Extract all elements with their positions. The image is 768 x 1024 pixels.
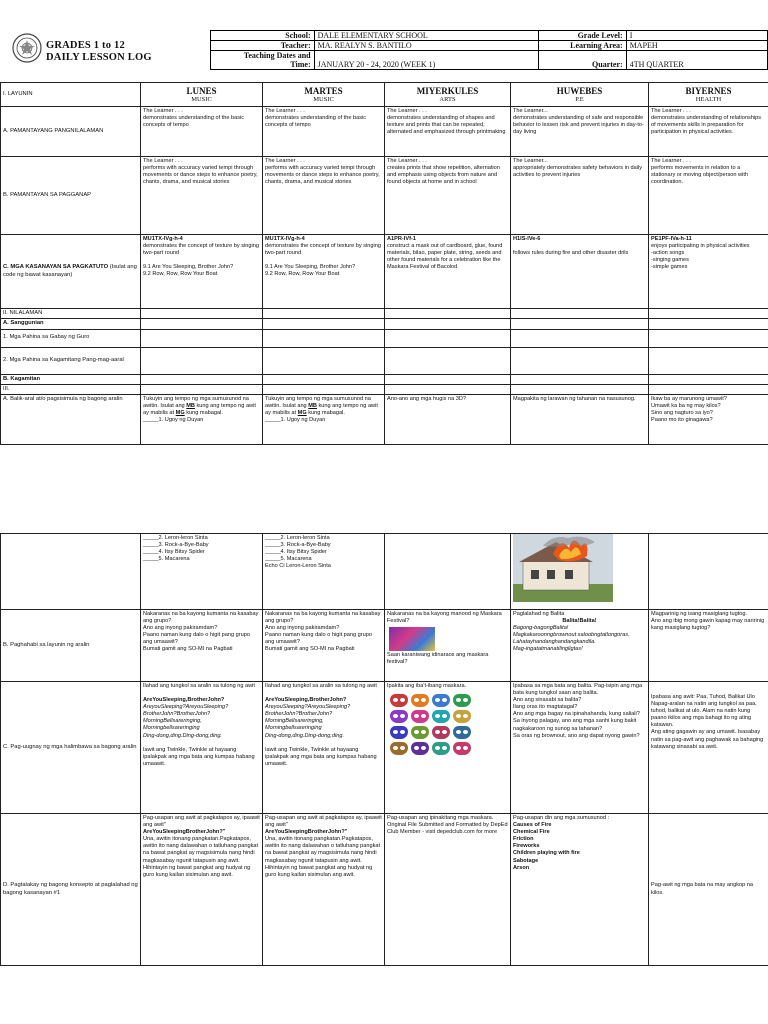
empty-cell bbox=[263, 319, 385, 329]
pag-uugnay-row bbox=[1, 682, 768, 814]
school-value: DALE ELEMENTARY SCHOOL bbox=[314, 31, 538, 41]
balik-aral-lunes bbox=[141, 395, 263, 445]
mg-code: MG bbox=[175, 410, 185, 417]
competency-text: follows rules during fire and other disaster drils bbox=[513, 250, 629, 257]
balik-aral-continued-row bbox=[1, 534, 768, 610]
row-label: D. Pagtalakay ng bagong konsepto at paglalahad ng bagong kasanayan #1 bbox=[1, 814, 141, 966]
song-title: AreYouSleeping,BrotherJohn? bbox=[265, 697, 347, 704]
intro-text: Ilahad ang tungkol sa aralin sa tulong ng awit bbox=[265, 683, 377, 689]
mask-icon bbox=[411, 710, 429, 723]
balik-text: kung ang tempo ng awit ay mabilis at bbox=[265, 403, 378, 417]
day-martes bbox=[263, 83, 385, 107]
pagtalakay-miyerkules: Pag-usapan ang ipinakitang mga maskara. Original File Submitted and Formatted by DepEd Club Member - visit depedclub.com for more bbox=[385, 814, 511, 966]
day-miyerkules bbox=[385, 83, 511, 107]
pag-uugnay-miyerkules bbox=[385, 682, 511, 814]
mg-code: MG bbox=[297, 410, 307, 417]
balik-text: kung mabagal. bbox=[306, 410, 345, 417]
cell-text: The Learner . . . demonstrates understanding of the basic concepts of tempo bbox=[141, 107, 263, 157]
kagamitang-row bbox=[1, 347, 768, 374]
empty-cell bbox=[141, 319, 263, 329]
mask-icon bbox=[390, 694, 408, 707]
row-label: III. bbox=[1, 384, 141, 394]
paghahabi-martes: Nakaranas na ba kayong kumanta na kasabay ang grupo? Ano ang inyong pakiramdam? Paano naman kung dalo o higit pang grupo ang umaawit? Bumati gamit ang SO-MI na Pagbati bbox=[263, 610, 385, 682]
pag-uugnay-martes bbox=[263, 682, 385, 814]
empty-cell bbox=[1, 534, 141, 610]
mask-icon bbox=[432, 742, 450, 755]
empty-cell bbox=[263, 347, 385, 374]
mask-icon bbox=[411, 726, 429, 739]
mask-icon bbox=[390, 726, 408, 739]
paghahabi-lunes: Nakaranas na ba kayong kumanta na kasabay ang grupo? Ano ang inyong pakiramdam? Paano naman kung dalo o higit pang grupo ang umaawit? Bumati gamit ang SO-MI na Pagbati bbox=[141, 610, 263, 682]
outro-text: Iawit ang Twinkle, Twinkle at hayaang ipalakpak ang mga bata ang kumpas habang umaawit. bbox=[143, 746, 255, 767]
cell-text: The Learner . . . creates prints that show repetition, alternation and emphasis using objects from nature and found objects at home and in school bbox=[385, 157, 511, 235]
cell-text: The Learner . . . performs movements in relation to a stationary or moving object/person with coordination. bbox=[649, 157, 768, 235]
row-label: A. Balik-aral at/o pagsisimula ng bagong aralin bbox=[1, 395, 141, 445]
competency-code: PE1PF-IVa-h-11 bbox=[651, 236, 692, 242]
competency-code: A1PR-IVf-1 bbox=[387, 236, 416, 242]
cell-text: The Learner . . . demonstrates understanding of relationships of movements skills in preparation for participation in physical activities. bbox=[649, 107, 768, 157]
empty-cell bbox=[649, 347, 768, 374]
day-name: BIYERNES bbox=[685, 86, 732, 96]
empty-cell bbox=[511, 384, 649, 394]
paghahabi-biyernes: Magparinig ng isang masiglang tugtog. Ano ang ibig mong gawin kapag may naririnig kang masiglang tugtog? bbox=[649, 610, 768, 682]
maskara-festival-image bbox=[389, 627, 435, 651]
pag-uugnay-biyernes: Ipabasa ang awit: Paa, Tuhod, Balikat Ulo Napag-aralan na natin ang tungkol sa paa, tuhod, balikat at ulo. Alam na natin kung paano ikilos ang mga bahagi ito ng ating katawan. Ang ating gagawin ay ang umawit. Isasabay natin sa pag-awit ang paghawak sa bahaging katawang sinasabi sa awit. bbox=[649, 682, 768, 814]
learning-area-value: MAPEH bbox=[626, 41, 767, 51]
empty-cell bbox=[263, 329, 385, 347]
competency-code: H1IS-IVe-6 bbox=[513, 236, 541, 242]
row-label: 1. Mga Pahina sa Gabay ng Guro bbox=[1, 329, 141, 347]
balik-text: kung mabagal. bbox=[184, 410, 223, 417]
empty-cell bbox=[141, 309, 263, 319]
paghahabi-row bbox=[1, 610, 768, 682]
balita-heading: Paglalahad ng Balita bbox=[513, 611, 565, 617]
fire-cause-item: Chemical Fire bbox=[513, 829, 550, 836]
quarter-label: Quarter: bbox=[539, 51, 627, 70]
paghahabi-huwebes bbox=[511, 610, 649, 682]
balita-text: Bagong-bagongBalita! Magkakaroonngbrownout saloobngtatlongoras. Lahatayhandanghandangkandila. Mag-ingatatmanatilingligtas! bbox=[513, 625, 630, 653]
outro-text: Iawit ang Twinkle, Twinkle at hayaang ipalakpak ang mga bata ang kumpas habang umaawit. bbox=[265, 746, 377, 767]
balita-title: Balita!Balita! bbox=[562, 618, 597, 625]
competency-text: enjoys participating in physical activities -action songs -singing games -simple games bbox=[651, 243, 750, 271]
empty-cell bbox=[385, 347, 511, 374]
document-title bbox=[46, 40, 152, 64]
kasanayan-cell bbox=[511, 235, 649, 309]
learning-area-label: Learning Area: bbox=[539, 41, 627, 51]
pagtalakay-huwebes bbox=[511, 814, 649, 966]
row-label: B. PAMANTAYAN SA PAGGANAP bbox=[1, 157, 141, 235]
teaching-dates-value: JANUARY 20 - 24, 2020 (WEEK 1) bbox=[314, 51, 538, 70]
kasanayan-cell bbox=[649, 235, 768, 309]
balik-text: Tukuyin ang tempo ng mga sumusunod na awitin. Isulat ang bbox=[265, 396, 371, 410]
kasanayan-cell bbox=[385, 235, 511, 309]
empty-cell bbox=[649, 534, 768, 610]
teaching-dates-label-1: Teaching Dates and bbox=[243, 51, 311, 60]
fire-cause-item: Fireworks bbox=[513, 843, 540, 850]
pag-uugnay-huwebes: Ipabasa sa mga bata ang balita. Pag-isipin ang mga bata kung tungkol saan ang balita. Ano ang sinasabi sa balita? Ilang oras ito magtatagal? Ano ang mga bagay na ipinahahanda, kung saliali? Sa inyong palagay, ano ang mga sanhi kung bakit nagkakaroon ng sunog sa tahanan? Sa oras ng brownout, ano ang dapat nyong gawin? bbox=[511, 682, 649, 814]
kasanayan-row bbox=[1, 235, 768, 309]
deped-seal-icon bbox=[12, 33, 42, 63]
empty-cell bbox=[649, 384, 768, 394]
balik-aral-row bbox=[1, 395, 768, 445]
sanggunian-row bbox=[1, 319, 768, 329]
day-name: MARTES bbox=[304, 86, 343, 96]
cell-text: The Learner... appropriately demonstrates safety behaviors in daily activities to prevent injuries bbox=[511, 157, 649, 235]
burning-house-image bbox=[513, 534, 613, 602]
fire-cause-item: Causes of Fire bbox=[513, 822, 552, 829]
title-line-2: DAILY LESSON LOG bbox=[46, 52, 152, 63]
school-info-table bbox=[210, 30, 768, 70]
mask-icon bbox=[453, 726, 471, 739]
day-header-row bbox=[1, 83, 768, 107]
cell-text: The Learner... demonstrates understanding of safe and responsible behavior to lessen risk and prevent injuries in day-to-day living bbox=[511, 107, 649, 157]
balik-aral-biyernes: Ikaw ba ay marunong umawit? Umawit ka ba ng may kilos? Sino ang nagturo sa iyo? Paano mo ito ginagawa? bbox=[649, 395, 768, 445]
row-label: II. NILALAMAN bbox=[1, 309, 141, 319]
pagtalakay-biyernes: Pag-awit ng mga bata na may angkop na kilos. bbox=[649, 814, 768, 966]
song-lyrics: AreyouSleeping?AreyouSleeping? BrotherJohn?BrotherJohn? MorningBellsareringing, Morningbellsareringing Ding-dong,ding.Ding-dong,ding. bbox=[143, 704, 229, 739]
row-label: B. Paghahabi sa layunin ng aralin bbox=[1, 610, 141, 682]
mb-code: MB bbox=[308, 403, 317, 410]
mask-instruction: Ipakita ang iba't-ibang maskara. bbox=[387, 683, 467, 689]
mask-icon bbox=[411, 694, 429, 707]
discussion-instructions: Una, awitin itonang pangkatan.Pagkatapos, awitin ito nang dalawahan o tatluhang pangkat na bawat pangkat ay magsisimula nang hindi magkasabay ngunit tatapusin ang awit. Hihintayin ng bawat pangkat ang hudyat ng guro kung kailan sisimulan ang awit. bbox=[265, 836, 381, 878]
row-label: C. Pag-uugnay ng mga halimbawa sa bagong aralin bbox=[1, 682, 141, 814]
mask-gallery bbox=[390, 694, 508, 755]
day-subject: MUSIC bbox=[313, 96, 334, 103]
layunin-label: I. LAYUNIN bbox=[1, 83, 141, 107]
day-subject: MUSIC bbox=[191, 96, 212, 103]
discussion-instructions: Una, awitin itonang pangkatan.Pagkatapos, awitin ito nang dalawahan o tatluhang pangkat na bawat pangkat ay magsisimula nang hindi magkasabay ngunit tatapusin ang awit. Hihintayin ng bawat pangkat ang hudyat ng guro kung kailan sisimulan ang awit. bbox=[143, 836, 259, 878]
nilalaman-row bbox=[1, 309, 768, 319]
cell-text: The Learner . . . performs with accuracy varied tempi through movements or dance steps to enhance poetry, chants, drama, and musical stories bbox=[263, 157, 385, 235]
day-name: LUNES bbox=[186, 86, 217, 96]
paghahabi-question-2: Saan karaniwang idinaraos ang maskara festival? bbox=[387, 652, 489, 666]
paghahabi-question: Nakaranas na ba kayong manood ng Maskara Festival? bbox=[387, 611, 502, 625]
pamantayan-sa-pagganap-row bbox=[1, 157, 768, 235]
day-huwebes bbox=[511, 83, 649, 107]
grade-level-value: I bbox=[626, 31, 767, 41]
discussion-song: AreYouSleepingBrotherJohn?" bbox=[143, 829, 226, 836]
day-subject: HEALTH bbox=[695, 96, 722, 103]
pagtalakay-row bbox=[1, 814, 768, 966]
row-label: B. Kagamitan bbox=[1, 374, 141, 384]
competency-code: MU1TX-IVg-h-4 bbox=[265, 236, 305, 242]
song-title: AreYouSleeping,BrotherJohn? bbox=[143, 697, 225, 704]
song-lyrics: AreyouSleeping?AreyouSleeping? BrotherJohn?BrotherJohn? MorningBellsareringing, Morningbellsareringing Ding-dong,ding.Ding-dong,ding. bbox=[265, 704, 351, 739]
kasanayan-cell bbox=[141, 235, 263, 309]
pag-uugnay-lunes bbox=[141, 682, 263, 814]
empty-cell bbox=[511, 347, 649, 374]
empty-cell bbox=[649, 329, 768, 347]
day-biyernes bbox=[649, 83, 768, 107]
cell-text: The Learner . . . performs with accuracy varied tempi through movements or dance steps to enhance poetry, chants, drama, and musical stories bbox=[141, 157, 263, 235]
empty-cell bbox=[385, 329, 511, 347]
day-subject: P.E bbox=[575, 96, 584, 103]
discussion-song: AreYouSleepingBrotherJohn?" bbox=[265, 829, 348, 836]
day-name: MIYERKULES bbox=[416, 86, 479, 96]
mask-icon bbox=[453, 710, 471, 723]
empty-cell bbox=[141, 374, 263, 384]
gabay-row bbox=[1, 329, 768, 347]
cell-text: The Learner . . . demonstrates understanding of shapes and texture and prints that can be repeated, alternated and emphasized through printmaking bbox=[385, 107, 511, 157]
competency-text: demonstrates the concept of texture by singing two-part round 9.1 Are You Sleeping, Brother John? 9.2 Row, Row, Row Your Boat bbox=[265, 243, 381, 278]
empty-cell bbox=[263, 374, 385, 384]
empty-cell bbox=[385, 374, 511, 384]
empty-cell bbox=[649, 374, 768, 384]
pagtalakay-lunes bbox=[141, 814, 263, 966]
empty-cell bbox=[511, 309, 649, 319]
teaching-dates-label-2: Time: bbox=[290, 60, 311, 69]
mask-icon bbox=[390, 710, 408, 723]
row-label-rest: (Isulat ang code ng bawat kasanayan) bbox=[3, 264, 137, 278]
song-item: _____1. Ugoy ng Duyan bbox=[143, 417, 204, 424]
fire-cause-item: Arson bbox=[513, 864, 530, 871]
empty-cell bbox=[385, 384, 511, 394]
intro-text: Ilahad ang tungkol sa aralin sa tulong ng awit bbox=[143, 683, 255, 689]
mask-icon bbox=[411, 742, 429, 755]
teaching-dates-label bbox=[211, 51, 315, 70]
discussion-text: Pag-usapan ang awit at pagkatapos ay, ipaawit ang awit" bbox=[265, 815, 382, 829]
pagtalakay-martes bbox=[263, 814, 385, 966]
competency-text: construct a mask out of cardboard, glue, found materials, bilao, paper plate, string, seeds and other found materials for a celebration like the Maskara Festival of Bacolod bbox=[387, 243, 503, 271]
empty-cell bbox=[385, 309, 511, 319]
day-lunes bbox=[141, 83, 263, 107]
empty-cell bbox=[385, 534, 511, 610]
empty-cell bbox=[511, 374, 649, 384]
fire-cause-item: Sabotage bbox=[513, 857, 539, 864]
lesson-log-header bbox=[0, 0, 768, 80]
empty-cell bbox=[263, 384, 385, 394]
competency-text: demonstrates the concept of texture by singing two-part round 9.1 Are You Sleeping, Brother John? 9.2 Row, Row, Row Your Boat bbox=[143, 243, 259, 278]
empty-cell bbox=[141, 384, 263, 394]
school-label: School: bbox=[211, 31, 315, 41]
song-list-lunes: _____2. Leron-leron Sinta _____3. Rock-a-Bye-Baby _____4. Itsy Bitsy Spider _____5. Macarena bbox=[141, 534, 263, 610]
empty-cell bbox=[511, 329, 649, 347]
teacher-label: Teacher: bbox=[211, 41, 315, 51]
quarter-value: 4TH QUARTER bbox=[626, 51, 767, 70]
cell-text: The Learner . . . demonstrates understanding of the basic concepts of tempo bbox=[263, 107, 385, 157]
kasanayan-cell bbox=[263, 235, 385, 309]
song-list-martes: _____2. Leron-leron Sinta _____3. Rock-a-Bye-Baby _____4. Itsy Bitsy Spider _____5. Macarena Echo Ci Leron-Leron Sinta bbox=[263, 534, 385, 610]
kagamitan-row bbox=[1, 374, 768, 384]
mask-icon bbox=[432, 694, 450, 707]
teacher-value: MA. REALYN S. BANTILO bbox=[314, 41, 538, 51]
mask-icon bbox=[453, 742, 471, 755]
fire-cause-item: Children playing with fire bbox=[513, 850, 580, 857]
empty-cell bbox=[385, 319, 511, 329]
row-label: A. Sanggunian bbox=[1, 319, 141, 329]
grade-level-label: Grade Level: bbox=[539, 31, 627, 41]
fire-causes-intro: Pag-usapan din ang mga sumusunod : bbox=[513, 815, 610, 821]
mask-icon bbox=[453, 694, 471, 707]
empty-cell bbox=[511, 319, 649, 329]
pamantayang-pangnilalaman-row bbox=[1, 107, 768, 157]
row-label bbox=[1, 235, 141, 309]
row-label-main: C. MGA KASANAYAN SA PAGKATUTO bbox=[3, 264, 109, 271]
lesson-table-page-1 bbox=[0, 82, 768, 445]
mask-icon bbox=[432, 710, 450, 723]
empty-cell bbox=[141, 329, 263, 347]
mb-code: MB bbox=[186, 403, 195, 410]
empty-cell bbox=[141, 347, 263, 374]
discussion-text: Pag-usapan ang awit at pagkatapos ay, ipaawit ang awit" bbox=[143, 815, 260, 829]
mask-icon bbox=[432, 726, 450, 739]
lesson-table-page-2 bbox=[0, 533, 768, 966]
day-name: HUWEBES bbox=[556, 86, 603, 96]
row-label: A. PAMANTAYANG PANGNILALAMAN bbox=[1, 107, 141, 157]
title-line-1: GRADES 1 to 12 bbox=[46, 40, 125, 51]
fire-cause-item: Friction bbox=[513, 836, 534, 843]
mask-icon bbox=[390, 742, 408, 755]
empty-cell bbox=[649, 319, 768, 329]
balik-aral-huwebes: Magpakita ng larawan ng tahanan na nasusunog. bbox=[511, 395, 649, 445]
row-label: 2. Mga Pahina sa Kagamitang Pang-mag-aaral bbox=[1, 347, 141, 374]
song-item: _____1. Ugoy ng Duyan bbox=[265, 417, 326, 424]
balik-aral-miyerkules: Ano-ano ang mga hugis na 3D? bbox=[385, 395, 511, 445]
balik-aral-martes bbox=[263, 395, 385, 445]
balik-text: kung ang tempo ng awit ay mabilis at bbox=[143, 403, 256, 417]
balik-text: Tukuyin ang tempo ng mga sumusunod na awitin. Isulat ang bbox=[143, 396, 249, 410]
day-subject: ARTS bbox=[439, 96, 456, 103]
paghahabi-miyerkules bbox=[385, 610, 511, 682]
empty-cell bbox=[649, 309, 768, 319]
empty-cell bbox=[263, 309, 385, 319]
pamamaraan-row bbox=[1, 384, 768, 394]
burning-house-image-cell bbox=[511, 534, 649, 610]
competency-code: MU1TX-IVg-h-4 bbox=[143, 236, 183, 242]
